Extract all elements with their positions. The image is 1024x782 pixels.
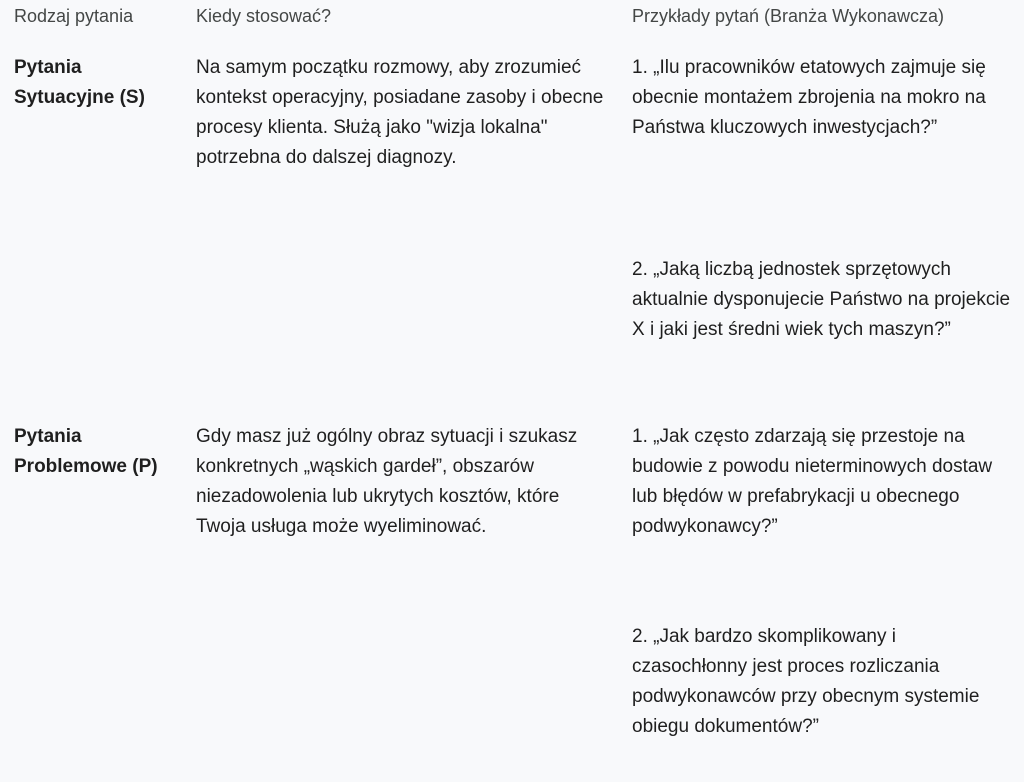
row-problem-when: Gdy masz już ogólny obraz sytuacji i szukasz konkretnych „wąskich gardeł”, obszarów niezadowolenia lub ukrytych kosztów, które Twoja usługa może wyeliminować. xyxy=(196,426,578,537)
header-when-to-use: Kiedy stosować? xyxy=(196,6,332,26)
row-situational-when: Na samym początku rozmowy, aby zrozumieć kontekst operacyjny, posiadane zasoby i obecne procesy klienta. Służą jako "wizja lokalna" potrzebna do dalszej diagnozy. xyxy=(196,57,604,168)
header-example-questions: Przykłady pytań (Branża Wykonawcza) xyxy=(632,6,944,26)
row-problem-example-1: 1. „Jak często zdarzają się przestoje na budowie z powodu nieterminowych dostaw lub błędów w prefabrykacji u obecnego podwykonawcy?” xyxy=(632,426,993,537)
row-situational-example-1: 1. „Ilu pracowników etatowych zajmuje się obecnie montażem zbrojenia na mokro na Państwa kluczowych inwestycjach?” xyxy=(632,57,986,138)
header-question-type: Rodzaj pytania xyxy=(14,6,134,26)
row-situational-example-2: 2. „Jaką liczbą jednostek sprzętowych aktualnie dysponujecie Państwo na projekcie X i jaki jest średni wiek tych maszyn?” xyxy=(632,259,1011,340)
row-situational-type: Pytania Sytuacyjne (S) xyxy=(14,57,145,108)
row-problem-type: Pytania Problemowe (P) xyxy=(14,426,158,477)
row-problem-example-2: 2. „Jak bardzo skomplikowany i czasochłonny jest proces rozliczania podwykonawców przy obecnym systemie obiegu dokumentów?” xyxy=(632,626,980,737)
table-header xyxy=(0,0,1024,36)
